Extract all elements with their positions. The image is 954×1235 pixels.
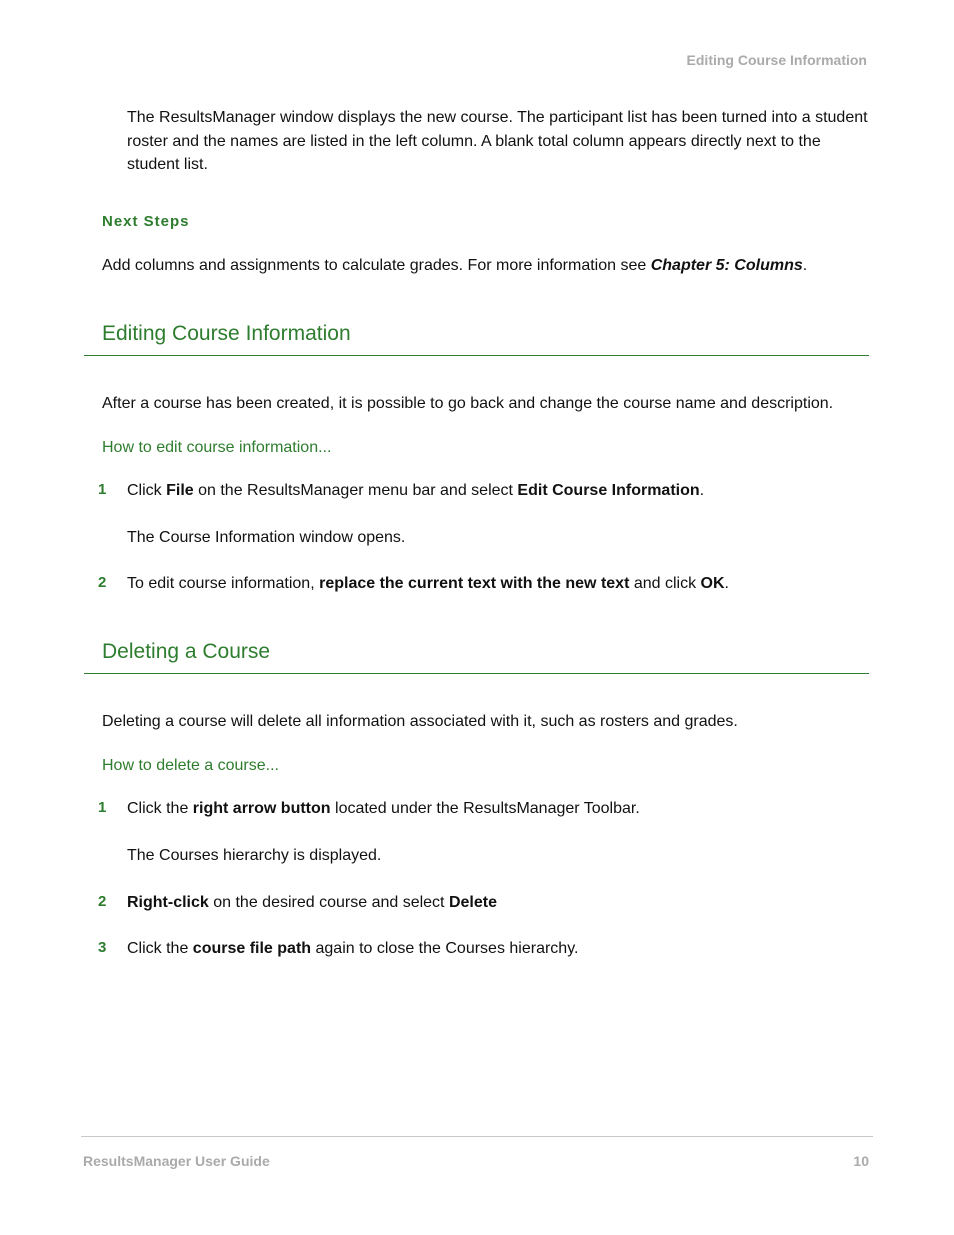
running-header: Editing Course Information (686, 52, 867, 68)
delete-step-3-text (127, 937, 578, 961)
right-click-ref: Right-click (127, 894, 209, 911)
edit-step-1-text (127, 479, 704, 503)
deleting-section-heading: Deleting a Course (102, 640, 271, 663)
delete-step-3-part: again to close the Courses hierarchy. (311, 940, 579, 957)
edit-step-1-part: on the ResultsManager menu bar and select (193, 482, 518, 499)
delete-step-3-number: 3 (98, 939, 107, 956)
deleting-paragraph: Deleting a course will delete all information associated with it, such as rosters and grades. (102, 713, 738, 730)
next-steps-text (102, 254, 882, 278)
editing-section-rule (84, 355, 869, 356)
delete-step-1-number: 1 (98, 799, 107, 816)
delete-step-1-result: The Courses hierarchy is displayed. (127, 847, 382, 864)
editing-paragraph: After a course has been created, it is possible to go back and change the course name and description. (102, 395, 834, 412)
next-steps-text-after: . (802, 257, 808, 274)
edit-step-2-part: . (724, 575, 729, 592)
right-arrow-button-ref: right arrow button (192, 800, 331, 817)
delete-step-1-part: Click the (127, 800, 193, 817)
footer-rule (81, 1136, 873, 1137)
delete-howto-label: How to delete a course... (102, 757, 279, 774)
chapter-reference: Chapter 5: Columns (650, 257, 803, 274)
file-menu-ref: File (166, 482, 194, 499)
delete-option-ref: Delete (448, 894, 497, 911)
deleting-section-rule (84, 673, 869, 674)
page-number: 10 (853, 1153, 869, 1169)
edit-step-1-part: . (699, 482, 705, 499)
delete-step-1-text (127, 797, 640, 821)
ok-button-ref: OK (700, 575, 725, 592)
delete-step-2-number: 2 (98, 893, 107, 910)
edit-step-2-text (127, 572, 729, 596)
next-steps-heading: Next Steps (102, 213, 190, 230)
delete-step-3-part: Click the (127, 940, 193, 957)
delete-step-2-part: on the desired course and select (208, 894, 449, 911)
delete-step-2-text (127, 891, 497, 915)
course-file-path-ref: course file path (192, 940, 312, 957)
intro-paragraph: The ResultsManager window displays the new course. The participant list has been turned into a student roster and the names are listed in the left column. A blank total column appears directly next to the student list. (127, 109, 868, 173)
edit-step-1-part: Click (127, 482, 167, 499)
edit-course-information-ref: Edit Course Information (517, 482, 700, 499)
delete-step-1-part: located under the ResultsManager Toolbar. (330, 800, 640, 817)
edit-step-2-part: To edit course information, (127, 575, 320, 592)
edit-step-2-part: and click (629, 575, 701, 592)
edit-step-2-number: 2 (98, 574, 107, 591)
editing-section-heading: Editing Course Information (102, 322, 351, 345)
next-steps-text-before: Add columns and assignments to calculate grades. For more information see (102, 257, 651, 274)
edit-step-1-number: 1 (98, 481, 107, 498)
edit-howto-label: How to edit course information... (102, 439, 332, 456)
replace-text-ref: replace the current text with the new text (319, 575, 630, 592)
footer-guide-title: ResultsManager User Guide (83, 1153, 270, 1169)
edit-step-1-result: The Course Information window opens. (127, 529, 406, 546)
